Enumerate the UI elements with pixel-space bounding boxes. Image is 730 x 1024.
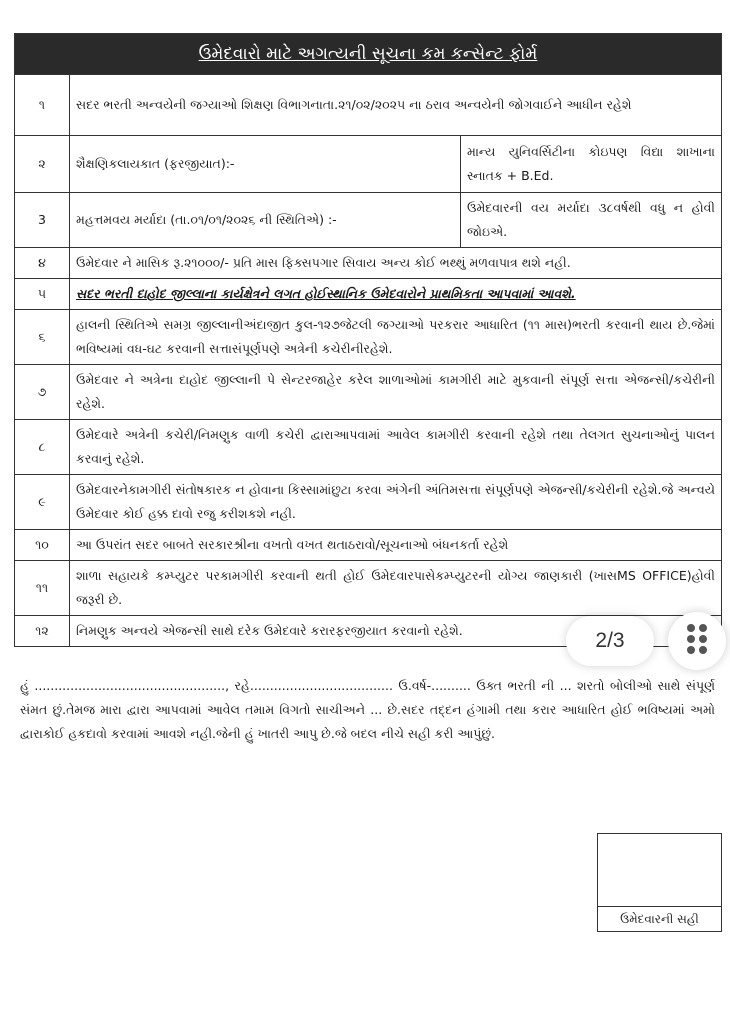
table-row: ૧૧ શાળા સહાયકે કમ્પ્યુટર પરકામગીરી કરવાની થતી હોઈ ઉમેદવારપાસેકમ્પ્યુટરની યોગ્ય જાણકારી (ખાસMS OFFICE)હોવી જરૂરી છે.: [15, 561, 722, 616]
page-indicator: 2/3: [566, 616, 654, 666]
table-row: ૮ ઉમેદવારે અત્રેની કચેરી/નિમણુક વાળી કચેરી દ્વારાઆપવામાં આવેલ કામગીરી કરવાની રહેશે તથા તેલગત સુચનાઓનું પાલન કરવાનું રહેશે.: [15, 420, 722, 475]
table-row: ૬ હાલની સ્થિતિએ સમગ્ર જીલ્લાનીઅંદાજીત કુલ-૧૨૭જેટલી જગ્યાઓ પરકરાર આધારિત (૧૧ માસ)ભરતી કરવાની થાય છે.જેમાં ભવિષ્યમાં વધ-ઘટ કરવાની સત્તાસંપૂર્ણપણે અત્રેની કચેરીનીરહેશે.: [15, 310, 722, 365]
signature-label: ઉમેદવારની સહી: [598, 906, 721, 931]
instructions-table: [14, 33, 722, 647]
row-value: માન્ય યુનિવર્સિટીના કોઇપણ વિદ્યા શાખાના સ્નાતક + B.Ed.: [461, 136, 722, 193]
signature-box: [597, 833, 722, 932]
table-row: ૨ શૈક્ષણિકલાયકાત (ફરજીયાત):- માન્ય યુનિવર્સિટીના કોઇપણ વિદ્યા શાખાના સ્નાતક + B.Ed.: [15, 136, 722, 193]
viewer-menu-button[interactable]: [668, 612, 726, 670]
table-row: ૭ ઉમેદવાર ને અત્રેના દાહોદ જીલ્લાની પે સેન્ટરજાહેર કરેલ શાળાઓમાં કામગીરી માટે મુકવાની સંપૂર્ણ સત્તા એજન્સી/કચેરીની રહેશે.: [15, 365, 722, 420]
row-label: શૈક્ષણિકલાયકાત (ફરજીયાત):-: [70, 136, 461, 193]
grid-dots-icon: [687, 624, 708, 654]
row-value: ઉમેદવારની વય મર્યાદા ૩૮વર્ષથી વધુ ન હોવી જોઇએ.: [461, 193, 722, 248]
declaration-paragraph: હું ................................................, રહે.................................... ઉ.વર્ષ-.......... ઉક્ત ભરતી ની ... શરતો બોલીઓ સાથે સંપૂર્ણ સંમત છું.તેમજ મારા દ્વારા આપવામાં આવેલ તમામ વિગતો સાચીઅને ... છે.સદર તદ્દન હંગામી તથા કરાર આધારિત હોઈ ભવિષ્યમાં અમો દ્વારાકોઈ હકદાવો કરવામાં આવશે નહી.જેની હું ખાતરી આપુ છે.જે બદલ નીચે સહી કરી આપુંછું.: [20, 678, 715, 741]
table-row: ૯ ઉમેદવારનેકામગીરી સંતોષકારક ન હોવાના કિસ્સામાંછુટા કરવા અંગેની અંતિમસત્તા સંપૂર્ણપણે એજન્સી/કચેરીની રહેશે.જે અન્વયે ઉમેદવાર કોઈ હક્ક દાવો રજુ કરીશકશે નહી.: [15, 475, 722, 530]
table-row: ૧૨ નિમણુક અન્વયે એજન્સી સાથે દરેક ઉમેદવારે કરારફરજીયાત કરવાનો રહેશે.: [15, 616, 722, 647]
table-row: ૪ ઉમેદવાર ને માસિક રૂ.૨૧૦૦૦/- પ્રતિ માસ ફિક્સપગાર સિવાય અન્ય કોઈ ભથ્થું મળવાપાત્ર થશે નહી.: [15, 248, 722, 279]
table-row: ૧૦ આ ઉપરાંત સદર બાબતે સરકારશ્રીના વખતો વખત થતાઠરાવો/સૂચનાઓ બંધનકર્તા રહેશે: [15, 530, 722, 561]
form-title: ઉમેદવારો માટે અગત્યની સૂચના કમ કન્સેન્ટ ફોર્મ: [15, 34, 722, 75]
table-row: ૫ સદર ભરતી દાહોદ જીલ્લાના કાર્યક્ષેત્રને લગત હોઈસ્થાનિક ઉમેદવારોને પ્રાથમિકતા આપવામાં આવશે.: [15, 279, 722, 310]
table-row: ૧ સદર ભરતી અન્વયેની જગ્યાઓ શિક્ષણ વિભાગનાતા.૨૧/૦૨/૨૦૨૫ ના ઠરાવ અન્વયેની જોગવાઈને આધીન રહેશે: [15, 75, 722, 136]
table-row: 3 મહત્તમવય મર્યાદા (તા.૦૧/૦૧/૨૦૨૬ ની સ્થિતિએ) :- ઉમેદવારની વય મર્યાદા ૩૮વર્ષથી વધુ ન હોવી જોઇએ.: [15, 193, 722, 248]
row-label: મહત્તમવય મર્યાદા (તા.૦૧/૦૧/૨૦૨૬ ની સ્થિતિએ) :-: [70, 193, 461, 248]
